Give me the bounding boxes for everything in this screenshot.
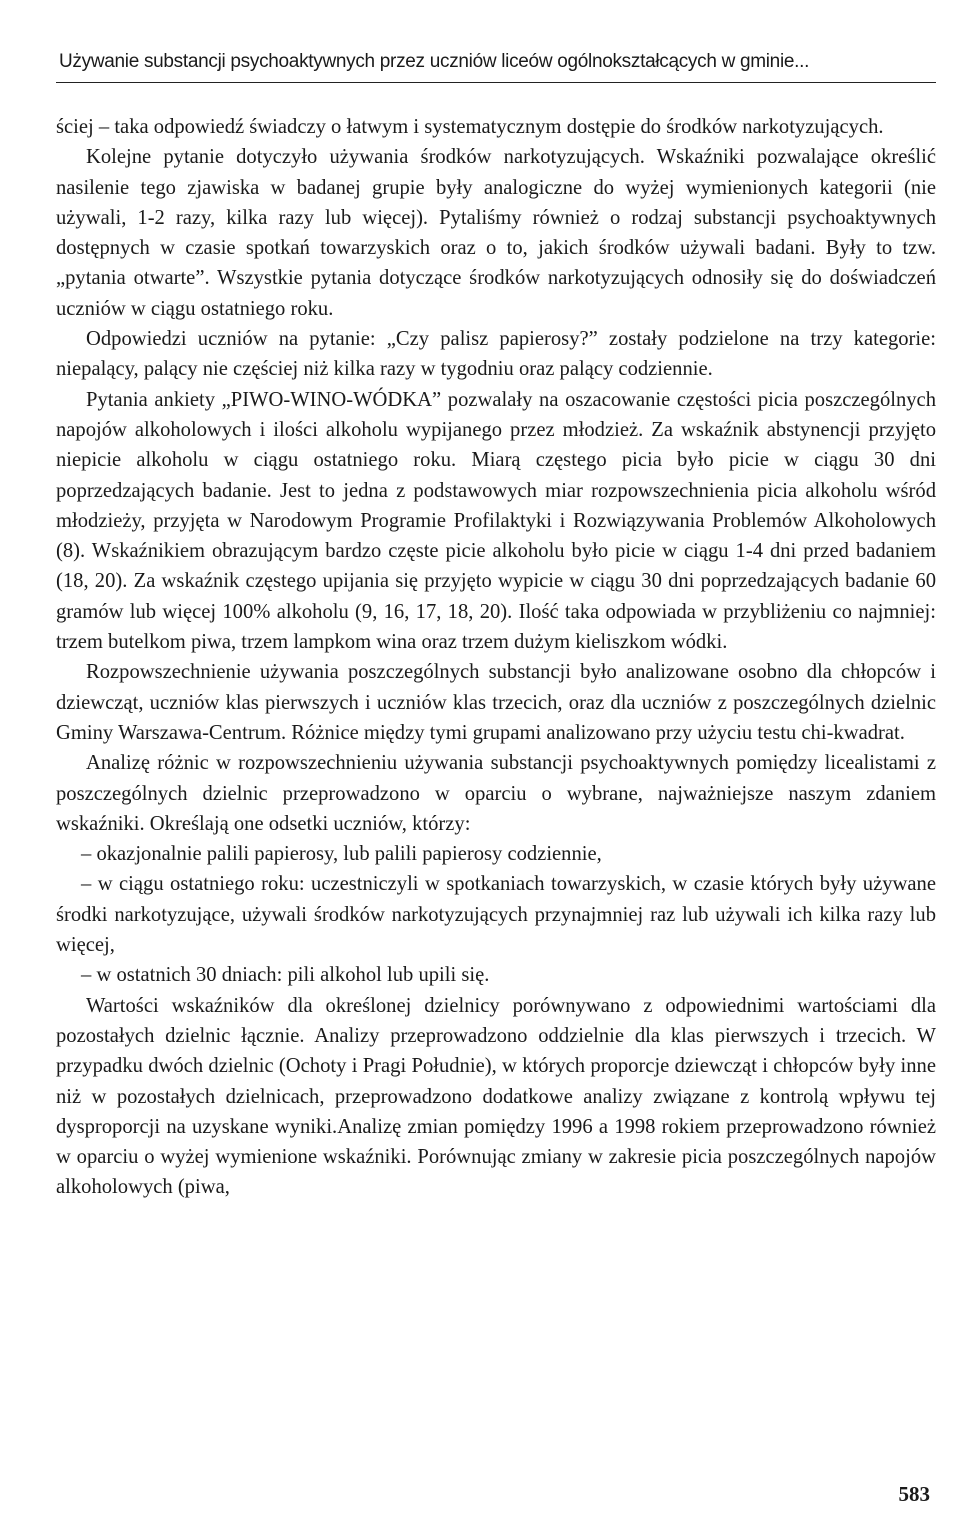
paragraph-continuation: ściej – taka odpowiedź świadczy o łatwym i systematycznym dostępie do środków narkotyzujących. bbox=[56, 116, 884, 138]
list-item-last-30-days: – w ostatnich 30 dniach: pili alkohol lub upili się. bbox=[81, 964, 490, 987]
paragraph-narcotics-question: Kolejne pytanie dotyczyło używania środków narkotyzujących. Wskaźniki pozwalające określić nasilenie tego zjawiska w badanej grupie były analogiczne do wyżej wymienionych kategorii (nie używali, 1-2 razy, kilka razy lub więcej). Pytaliśmy również o rodzaj substancji psychoaktywnych dostępnych w czasie spotkań towarzyskich oraz o to, jakich środków używali badani. Były to tzw. „pytania otwarte”. Wszystkie pytania dotyczące środków narkotyzujących odnosiły się do doświadczeń uczniów w ciągu ostatniego roku. bbox=[56, 146, 936, 320]
list-item-last-year: – w ciągu ostatniego roku: uczestniczyli w spotkaniach towarzyskich, w czasie których były używane środki narkotyzujące, używali środków narkotyzujących przynajmniej raz lub używali ich kilka razy lub więcej, bbox=[56, 873, 936, 957]
paragraph-smoking-question: Odpowiedzi uczniów na pytanie: „Czy palisz papierosy?” zostały podzielone na trzy kategorie: niepalący, palący nie częściej niż kilka razy w tygodniu oraz palący codziennie. bbox=[56, 328, 936, 381]
header-rule bbox=[56, 82, 936, 83]
paragraph-alcohol-survey: Pytania ankiety „PIWO-WINO-WÓDKA” pozwalały na oszacowanie częstości picia poszczególnych napojów alkoholowych i ilości alkoholu wypijanego przez młodzież. Za wskaźnik abstynencji przyjęto niepicie alkoholu w ciągu ostatniego roku. Miarą częstego picia było picie w ciągu 30 dni poprzedzających badanie. Jest to jedna z podstawowych miar rozpowszechnienia picia alkoholu wśród młodzieży, przyjęta w Narodowym Programie Profilaktyki i Rozwiązywania Problemów Alkoholowych (8). Wskaźnikiem obrazującym bardzo częste picie alkoholu było picie w ciągu 1-4 dni przed badaniem (18, 20). Za wskaźnik częstego upijania się przyjęto wypicie w ciągu 30 dni poprzedzających badanie 60 gramów lub więcej 100% alkoholu (9, 16, 17, 18, 20). Ilość taka odpowiada w przybliżeniu co najmniej: trzem butelkom piwa, trzem lampkom wina oraz trzem dużym kieliszkom wódki. bbox=[56, 388, 936, 654]
paragraph-comparison: Wartości wskaźników dla określonej dzielnicy porównywano z odpowiednimi wartościami dla pozostałych dzielnic łącznie. Analizy przeprowadzono oddzielnie dla klas pierwszych i trzecich. W przypadku dwóch dzielnic (Ochoty i Pragi Południe), w których proporcje dziewcząt i chłopców były inne niż w pozostałych dzielnicach, przeprowadzono dodatkowe analizy związane z kontrolą wpływu tej dysproporcji na uzyskane wyniki.Analizę zmian pomiędzy 1996 a 1998 rokiem przeprowadzono również w oparciu o wyżej wymienione wskaźniki. Porównując zmiany w zakresie picia poszczególnych napojów alkoholowych (piwa, bbox=[56, 994, 936, 1199]
paragraph-district-analysis: Analizę różnic w rozpowszechnieniu używania substancji psychoaktywnych pomiędzy licealistami z poszczególnych dzielnic przeprowadzono w oparciu o wybrane, najważniejsze naszym zdaniem wskaźniki. Określają one odsetki uczniów, którzy: bbox=[56, 752, 936, 835]
page-number: 583 bbox=[898, 1482, 930, 1506]
body-text bbox=[56, 112, 936, 1203]
list-item-smoking: – okazjonalnie palili papierosy, lub palili papierosy codziennie, bbox=[81, 843, 602, 866]
paragraph-analysis-groups: Rozpowszechnienie używania poszczególnych substancji było analizowane osobno dla chłopców i dziewcząt, uczniów klas pierwszych i uczniów klas trzecich, oraz dla uczniów z poszczególnych dzielnic Gminy Warszawa-Centrum. Różnice między tymi grupami analizowano przy użyciu testu chi-kwadrat. bbox=[56, 661, 936, 744]
running-header: Używanie substancji psychoaktywnych przez uczniów liceów ogólnokształcących w gminie... bbox=[59, 51, 810, 72]
